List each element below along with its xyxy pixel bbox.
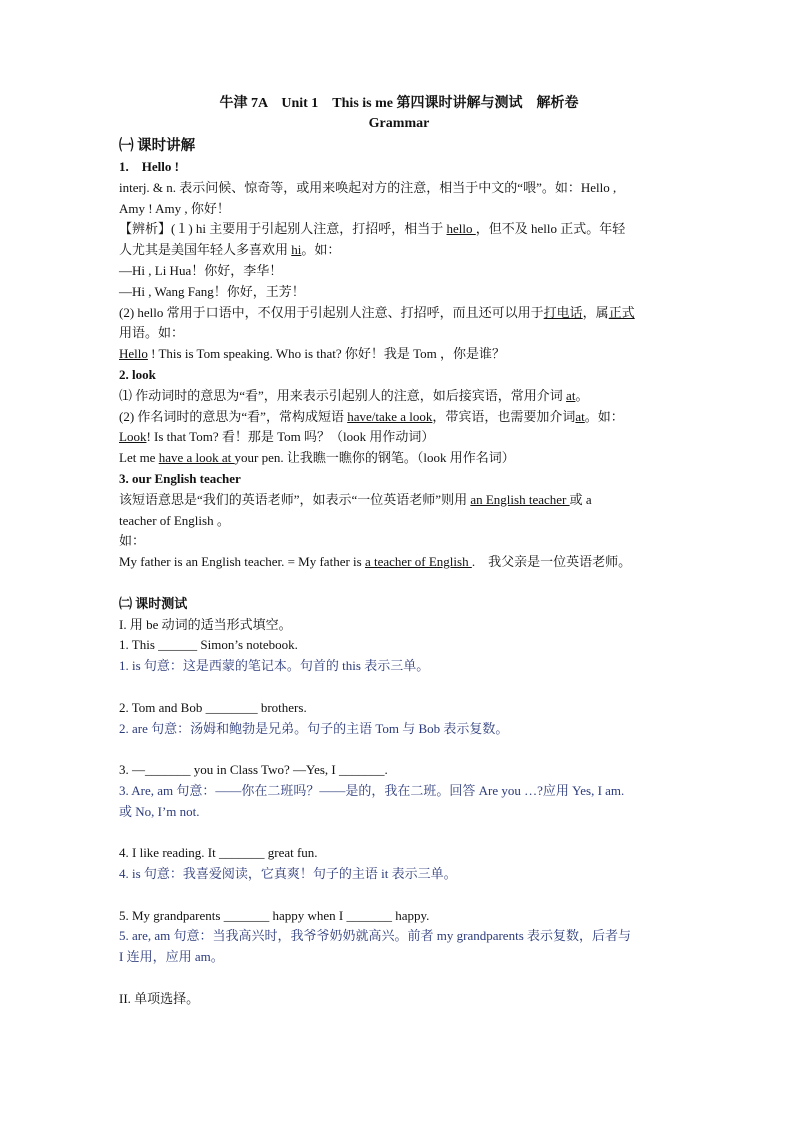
answer-1: 1. is 句意：这是西蒙的笔记本。句首的 this 表示三单。: [119, 658, 430, 674]
hello-example3: [119, 344, 679, 365]
hello-young-line: [119, 240, 679, 261]
document-subtitle: Grammar: [368, 116, 430, 131]
hello-example1: —Hi , Li Hua！你好，李华！: [119, 262, 283, 278]
teacher-line4: [119, 552, 679, 573]
text: ⑴ 作动词时的意思为“看”，用来表示引起别人的注意，如后接宾语，常用介词: [119, 387, 567, 403]
section-lecture-heading: ㈠ 课时讲解: [119, 138, 196, 154]
underlined-text: 打电话: [543, 304, 583, 320]
test-part2-heading: II. 单项选择。: [119, 990, 200, 1006]
underlined-text: hello: [446, 221, 476, 237]
underlined-text: have/take a look: [347, 408, 433, 424]
spacer: [119, 677, 679, 698]
underlined-text: 正式: [608, 304, 635, 320]
hello-definition-line1: interj. & n. 表示问候、惊奇等，或用来唤起对方的注意，相当于中文的“喂”。如：Hello ,: [119, 179, 617, 195]
answer-2: 2. are 句意：汤姆和鲍勃是兄弟。句子的主语 Tom 与 Bob 表示复数。: [119, 720, 509, 736]
text: 。如：: [584, 408, 624, 424]
look-line1: [119, 386, 679, 407]
text: 【辨析】(１) hi 主要用于引起别人注意，打招呼，相当于: [119, 221, 447, 237]
question-1: 1. This ______ Simon’s notebook.: [119, 637, 298, 653]
look-line3: [119, 427, 679, 448]
underlined-text: Hello: [119, 346, 148, 362]
text: ! Is that Tom? 看！那是 Tom 吗？（look 用作动词）: [146, 429, 435, 445]
text: 。如：: [301, 242, 341, 258]
text: your pen. 让我瞧一瞧你的钢笔。（look 用作名词）: [234, 450, 515, 466]
teacher-line3: 如：: [119, 533, 146, 549]
underlined-text: have a look at: [158, 450, 235, 466]
text: (2) hello 常用于口语中，不仅用于引起别人注意、打招呼，而且还可以用于: [119, 304, 544, 320]
text: ! This is Tom speaking. Who is that? 你好！我是 Tom ，你是谁？: [147, 346, 506, 362]
section-test-heading: ㈡ 课时测试: [119, 595, 188, 611]
look-line4: [119, 448, 679, 469]
text: 该短语意思是“我们的英语老师”，如表示“一位英语老师”则用: [119, 491, 471, 507]
document-title: 牛津 7A Unit 1 This is me 第四课时讲解与测试 解析卷: [219, 96, 579, 111]
question-4: 4. I like reading. It _______ great fun.: [119, 845, 318, 861]
question-5: 5. My grandparents _______ happy when I _______ happy.: [119, 907, 430, 923]
text: My father is an English teacher. = My father is: [119, 554, 365, 570]
underlined-text: an English teacher: [470, 491, 570, 507]
teacher-line1: [119, 490, 679, 511]
question-3: 3. —_______ you in Class Two? —Yes, I _______.: [119, 762, 388, 778]
teacher-line2: teacher of English 。: [119, 512, 230, 528]
item-hello-heading: 1. Hello !: [119, 159, 179, 174]
spacer: [119, 968, 679, 989]
spacer: [119, 885, 679, 906]
item-look-heading: 2. look: [119, 366, 156, 382]
hello-note2-line2: 用语。如：: [119, 325, 185, 341]
text: Let me: [119, 450, 159, 466]
text: ，属: [582, 304, 609, 320]
answer-3-line2: 或 No, I’m not.: [119, 803, 200, 819]
text: 或 a: [569, 491, 592, 507]
spacer: [119, 739, 679, 760]
underlined-text: at: [566, 387, 576, 403]
text: (2) 作名词时的意思为“看”，常构成短语: [119, 408, 348, 424]
question-2: 2. Tom and Bob ________ brothers.: [119, 699, 307, 715]
spacer: [119, 573, 679, 594]
hello-bianxi-line: [119, 219, 679, 240]
look-line2: [119, 407, 679, 428]
spacer: [119, 823, 679, 844]
text: . 我父亲是一位英语老师。: [471, 554, 632, 570]
answer-3-line1: 3. Are, am 句意：——你在二班吗？——是的，我在二班。回答 Are you …?应用 Yes, I am.: [119, 782, 625, 798]
hello-definition-line2: Amy ! Amy , 你好！: [119, 200, 230, 216]
hello-note2-line: [119, 303, 679, 324]
text: ，但不及 hello 正式。年轻: [475, 221, 626, 237]
underlined-text: at: [575, 408, 585, 424]
underlined-text: Look: [119, 429, 147, 445]
text: 人尤其是美国年轻人多喜欢用: [119, 242, 292, 258]
text: ，带宾语，也需要加介词: [432, 408, 576, 424]
answer-4: 4. is 句意：我喜爱阅读，它真爽！句子的主语 it 表示三单。: [119, 866, 457, 882]
hello-example2: —Hi , Wang Fang！你好，王芳！: [119, 283, 305, 299]
text: 。: [575, 387, 589, 403]
test-part1-heading: I. 用 be 动词的适当形式填空。: [119, 616, 292, 632]
answer-5-line1: 5. are, am 句意：当我高兴时，我爷爷奶奶就高兴。前者 my grandparents 表示复数，后者与: [119, 928, 632, 944]
underlined-text: a teacher of English: [364, 554, 472, 570]
underlined-text: hi: [291, 242, 302, 258]
answer-5-line2: I 连用，应用 am。: [119, 949, 224, 965]
item-teacher-heading: 3. our English teacher: [119, 470, 241, 486]
document-page: [119, 94, 679, 1010]
